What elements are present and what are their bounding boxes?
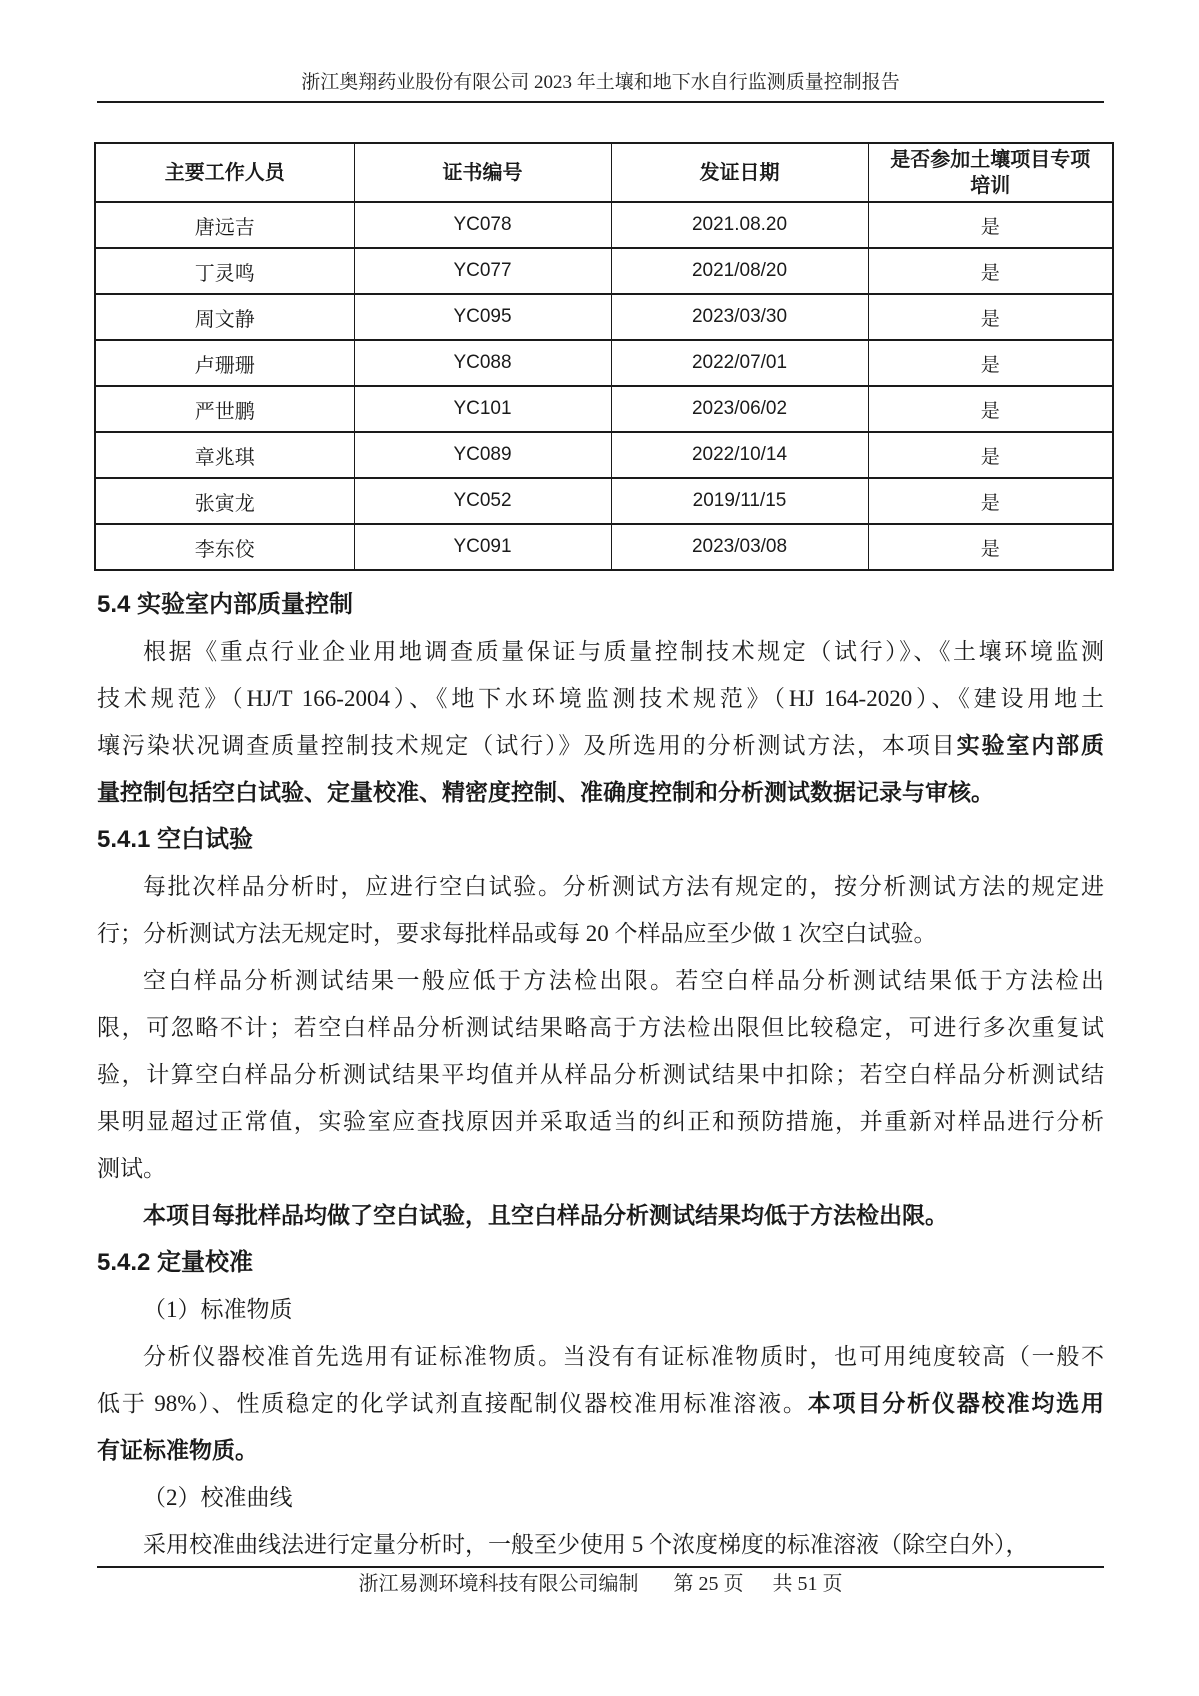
paragraph-line: 测试。 [97,1156,166,1181]
cell-name: 丁灵鸣 [95,248,354,294]
footer-rule [97,1566,1104,1568]
cell-training: 是 [868,294,1113,340]
header-rule [97,101,1104,103]
cell-name: 唐远吉 [95,202,354,248]
paragraph-line [97,722,1104,769]
list-item-1: （1）标准物质 [143,1297,293,1322]
cell-name: 章兆琪 [95,432,354,478]
paragraph-line: 空白样品分析测试结果一般应低于方法检出限。若空白样品分析测试结果低于方法检出 [143,968,1104,993]
table-row [95,478,1113,524]
section-heading-5-4-1: 5.4.1 空白试验 [97,826,254,853]
col-header-name: 主要工作人员 [95,143,354,202]
footer-company: 浙江易测环境科技有限公司编制 [358,1573,639,1595]
personnel-table [94,142,1114,571]
paragraph-line: 限，可忽略不计；若空白样品分析测试结果略高于方法检出限但比较稳定，可进行多次重复试 [97,1015,1104,1040]
cell-cert-no: YC091 [354,524,611,570]
paragraph-line-bold: 有证标准物质。 [97,1437,258,1463]
cell-name: 张寅龙 [95,478,354,524]
cell-issue-date: 2019/11/15 [611,478,868,524]
body-text [97,581,1104,1568]
col-header-issue-date: 发证日期 [611,143,868,202]
col-header-cert-no: 证书编号 [354,143,611,202]
cell-name: 卢珊珊 [95,340,354,386]
bold-text-run: 本项目分析仪器校准均选用 [807,1390,1104,1416]
table-row [95,248,1113,294]
table-row [95,524,1113,570]
cell-training: 是 [868,386,1113,432]
cell-name: 严世鹏 [95,386,354,432]
paragraph-line: 果明显超过正常值，实验室应查找原因并采取适当的纠正和预防措施，并重新对样品进行分析 [97,1109,1104,1134]
table-row [95,386,1113,432]
cell-cert-no: YC052 [354,478,611,524]
cell-cert-no: YC095 [354,294,611,340]
text-run: 低于 98%）、性质稳定的化学试剂直接配制仪器校准用标准溶液。 [97,1391,808,1416]
page-header-title: 浙江奥翔药业股份有限公司 2023 年土壤和地下水自行监测质量控制报告 [301,72,900,93]
paragraph-line: 每批次样品分析时，应进行空白试验。分析测试方法有规定的，按分析测试方法的规定进 [143,874,1104,899]
section-heading-5-4-2: 5.4.2 定量校准 [97,1249,254,1276]
paragraph-line: 分析仪器校准首先选用有证标准物质。当没有有证标准物质时，也可用纯度较高（一般不 [143,1344,1104,1369]
cell-name: 李东佼 [95,524,354,570]
footer-total-pages: 共 51 页 [772,1573,843,1595]
page-footer [97,1570,1104,1598]
cell-cert-no: YC089 [354,432,611,478]
text-run: 壤污染状况调查质量控制技术规定（试行）》及所选用的分析测试方法，本项目 [97,733,957,758]
cell-issue-date: 2022/07/01 [611,340,868,386]
cell-cert-no: YC101 [354,386,611,432]
cell-name: 周文静 [95,294,354,340]
cell-cert-no: YC088 [354,340,611,386]
cell-issue-date: 2023/03/08 [611,524,868,570]
cell-issue-date: 2023/06/02 [611,386,868,432]
cell-training: 是 [868,478,1113,524]
cell-training: 是 [868,340,1113,386]
cell-training: 是 [868,524,1113,570]
cell-training: 是 [868,202,1113,248]
table-row [95,432,1113,478]
table-row [95,340,1113,386]
table-header-row [95,143,1113,202]
list-item-2: （2）校准曲线 [143,1485,293,1510]
paragraph-line: 验，计算空白样品分析测试结果平均值并从样品分析测试结果中扣除；若空白样品分析测试结 [97,1062,1104,1087]
cell-issue-date: 2021/08/20 [611,248,868,294]
table-row [95,294,1113,340]
paragraph-line [97,1380,1104,1427]
cell-training: 是 [868,248,1113,294]
cell-issue-date: 2021.08.20 [611,202,868,248]
paragraph-line-bold: 量控制包括空白试验、定量校准、精密度控制、准确度控制和分析测试数据记录与审核。 [97,779,994,805]
cell-issue-date: 2023/03/30 [611,294,868,340]
paragraph-line: 采用校准曲线法进行定量分析时，一般至少使用 5 个浓度梯度的标准溶液（除空白外）， [143,1532,1029,1557]
paragraph-line: 根据《重点行业企业用地调查质量保证与质量控制技术规定（试行）》、《土壤环境监测 [143,639,1104,664]
paragraph-line: 行；分析测试方法无规定时，要求每批样品或每 20 个样品应至少做 1 次空白试验。 [97,921,937,946]
section-heading-5-4: 5.4 实验室内部质量控制 [97,591,354,618]
paragraph-line-bold: 本项目每批样品均做了空白试验，且空白样品分析测试结果均低于方法检出限。 [143,1202,948,1228]
cell-issue-date: 2022/10/14 [611,432,868,478]
footer-page-number: 第 25 页 [673,1573,744,1595]
cell-training: 是 [868,432,1113,478]
table-row [95,202,1113,248]
bold-text-run: 实验室内部质 [956,732,1104,758]
cell-cert-no: YC078 [354,202,611,248]
paragraph-line: 技术规范》（HJ/T 166-2004）、《地下水环境监测技术规范》（HJ 164-2020）、《建设用地土 [97,686,1104,711]
col-header-training: 是否参加土壤项目专项培训 [868,143,1113,202]
cell-cert-no: YC077 [354,248,611,294]
